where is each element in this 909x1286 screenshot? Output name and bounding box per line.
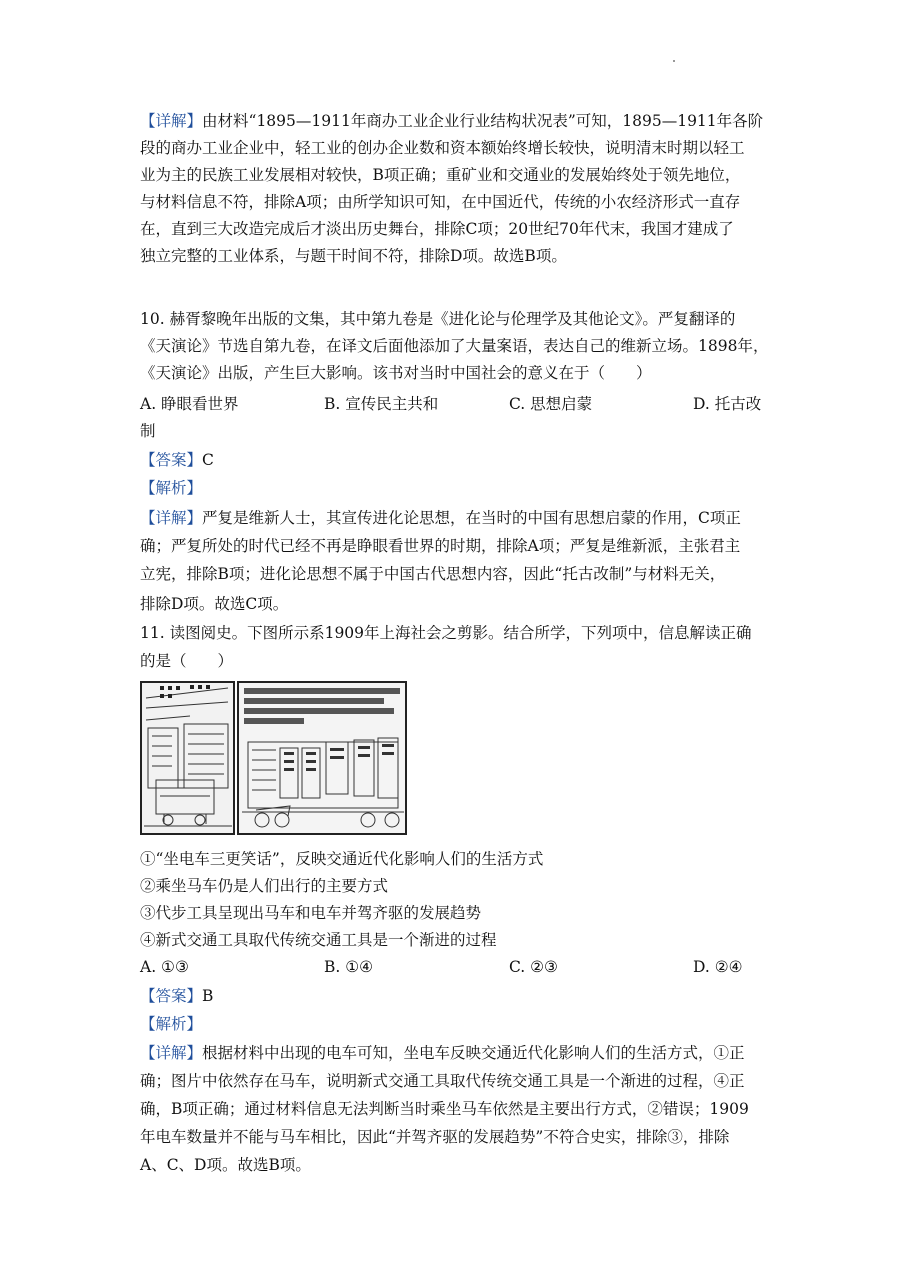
detail-line-4: 与材料信息不符，排除A项；由所学知识可知，在中国近代，传统的小农经济形式一直存: [140, 193, 741, 211]
q11-detail-line-3: 确，B项正确；通过材料信息无法判断当时乘坐马车依然是主要出行方式，②错误；1909: [140, 1100, 749, 1118]
q11-option-c: C. ②③: [509, 958, 558, 976]
q10-detail-line-3: 立宪，排除B项；进化论思想不属于中国古代思想内容，因此“托古改制”与材料无关，: [140, 565, 726, 583]
q11-analysis-tag: 【解析】: [140, 1015, 203, 1033]
q10-option-b: B. 宣传民主共和: [324, 395, 439, 413]
q11-option-d: D. ②④: [693, 958, 743, 976]
detail-line-2: 段的商办工业企业中，轻工业的创办企业数和资本额始终增长较快，说明清末时期以轻工: [140, 139, 745, 157]
q11-detail-line-2: 确；图片中依然存在马车，说明新式交通工具取代传统交通工具是一个渐进的过程，④正: [140, 1072, 745, 1090]
q11-detail-line-1: 【详解】根据材料中出现的电车可知，坐电车反映交通近代化影响人们的生活方式，①正: [140, 1044, 745, 1062]
detail-line-6: 独立完整的工业体系，与题干时间不符，排除D项。故选B项。: [140, 247, 567, 265]
q10-detail-line-1: 【详解】严复是维新人士，其宣传进化论思想，在当时的中国有思想启蒙的作用，C项正: [140, 509, 741, 527]
q11-statement-1: ①“坐电车三更笑话”，反映交通近代化影响人们的生活方式: [140, 850, 544, 868]
q10-analysis-tag: 【解析】: [140, 479, 203, 497]
detail-line-3: 业为主的民族工业发展相对较快，B项正确；重矿业和交通业的发展始终处于领先地位，: [140, 166, 741, 184]
q11-stem-line-1: 11. 读图阅史。下图所示系1909年上海社会之剪影。结合所学，下列项中，信息解读正确: [140, 624, 752, 642]
q10-option-d-wrap: 制: [140, 422, 156, 440]
q10-option-a: A. 睁眼看世界: [140, 395, 239, 413]
q11-option-b: B. ①④: [324, 958, 374, 976]
q10-stem-line-2: 《天演论》节选自第九卷，在译文后面他添加了大量案语，表达自己的维新立场。1898年，: [140, 337, 769, 355]
q11-stem-line-2: 的是（ ）: [140, 652, 234, 670]
q11-statement-4: ④新式交通工具取代传统交通工具是一个渐进的过程: [140, 931, 497, 949]
q11-detail-line-5: A、C、D项。故选B项。: [140, 1156, 311, 1174]
q10-stem-line-1: 10. 赫胥黎晚年出版的文集，其中第九卷是《进化论与伦理学及其他论文》。严复翻译的: [140, 310, 736, 328]
detail-line-1: 【详解】由材料“1895—1911年商办工业企业行业结构状况表”可知，1895—1911年各阶: [140, 112, 764, 130]
q10-option-c: C. 思想启蒙: [509, 395, 593, 413]
q11-answer: 【答案】B: [140, 987, 214, 1005]
scan-speck: [673, 60, 675, 62]
q11-statement-2: ②乘坐马车仍是人们出行的主要方式: [140, 877, 389, 895]
q10-option-d: D. 托古改: [693, 395, 762, 413]
q10-detail-line-4: 排除D项。故选C项。: [140, 595, 289, 613]
q11-statement-3: ③代步工具呈现出马车和电车并驾齐驱的发展趋势: [140, 904, 482, 922]
shanghai-1909-illustration: [140, 680, 408, 836]
q10-stem-line-3: 《天演论》出版，产生巨大影响。该书对当时中国社会的意义在于（ ）: [140, 364, 652, 382]
detail-line-5: 在，直到三大改造完成后才淡出历史舞台，排除C项；20世纪70年代末，我国才建成了: [140, 220, 734, 238]
q10-answer: 【答案】C: [140, 451, 214, 469]
q11-detail-line-4: 年电车数量并不能与马车相比，因此“并驾齐驱的发展趋势”不符合史实，排除③，排除: [140, 1128, 730, 1146]
q10-detail-line-2: 确；严复所处的时代已经不再是睁眼看世界的时期，排除A项；严复是维新派，主张君主: [140, 537, 741, 555]
q11-option-a: A. ①③: [140, 958, 189, 976]
